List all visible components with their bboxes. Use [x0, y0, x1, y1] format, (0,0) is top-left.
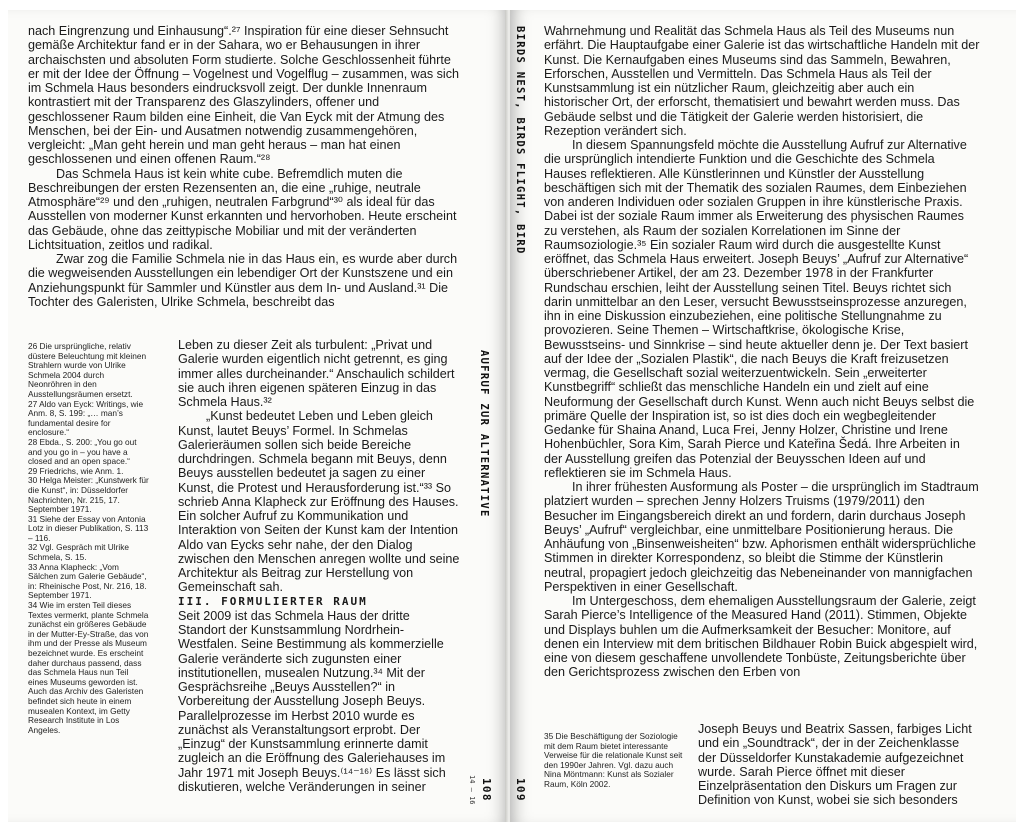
paragraph: Im Untergeschoss, dem ehemaligen Ausstellungsraum der Galerie, zeigt Sarah Pierce’s Intelligence of the Measured Hand (2011). Stimmen, Objekte und Displays buhlen um die Aufmerksamkeit der Besucher: Monitore, auf denen ein Interview mit dem britischen Bildhauer Robin Buick abgespielt wird, eine von diesem geschaffene unvollendete Tonbüste, Zeitungsberichte über den Gerichtsprozess zwischen den Erben von [544, 594, 978, 680]
footnote: 26 Die ursprüngliche, relativ düstere Beleuchtung mit kleinen Strahlern wurde von Ulrike Schmela 2004 durch Neonröhren in den Ausstellungsräumen ersetzt. [28, 341, 147, 399]
left-page-number: 108 [480, 778, 493, 802]
footnote: 33 Anna Klapheck: „Vom Sälchen zum Galerie Gebäude“, in: Rheinische Post, Nr. 216, 18. September 1971. [28, 561, 147, 601]
footnote: 28 Ebda., S. 200: „You go out and you go in – you have a closed and an open space.“ [28, 436, 137, 467]
paragraph: In diesem Spannungsfeld möchte die Ausstellung Aufruf zur Alternative die ursprünglich intendierte Funktion und die Geschichte des Schmela Hauses reflektieren. Alle Künstlerinnen und Künstler der Ausstellung beschäftigen sich mit der Thematik des sozialen Raumes, dem Einbeziehen von anderen Individuen oder sozialen Gruppen in ihre künstlerische Praxis. Dabei ist der soziale Raum immer als Erweiterung des physischen Raumes zu verstehen, als Raum der sozialen Korrelationen im Sinne der Raumsoziologie.³⁵ Ein sozialer Raum wird durch die ausgestellte Kunst eröffnet, das Schmela Haus erweitert. Joseph Beuys’ „Aufruf zur Alternative“ überschriebener Artikel, der am 23. Dezember 1978 in der Frankfurter Rundschau erschien, leiht der Ausstellung seinen Titel. Beuys richtet sich darin unmittelbar an den Leser, versucht Bewusstseinsprozesse anzuregen, ihn in eine Diskussion einzubeziehen, eine politische Stellungnahme zu provozieren. Seine Themen – Wirtschaftkrise, ökologische Krise, Bewusstseins- und Sinnkrise – sind heute aktueller denn je. Der Text basiert auf der Idee der „Sozialen Plastik“, die nach Beuys die Kraft freizusetzen vermag, die Gesellschaft sozial weiterzuentwickeln. Sein „erweiterter Kunstbegriff“ schließt das menschliche Handeln ein und zielt auf eine Neuformung der Gesellschaft durch Kunst. Wenn auch nicht Beuys selbst die primäre Quelle der Inspiration ist, so ist dies doch ein wegbegleitender Gedanke für Shaina Anand, Luca Frei, Jenny Holzer, Christine und Irene Hohenbüchler, Sora Kim, Sarah Pierce und Kateřina Šedá. Ihre Arbeiten in der Ausstellung greifen das Potenzial der Beuysschen Ideen auf und reflektieren sie im Schmela Haus. [544, 138, 975, 480]
footnote: 35 Die Beschäftigung der Soziologie mit dem Raum bietet interessante Verweise für die relationale Kunst seit den 1990er Jahren. Vgl. dazu auch Nina Möntmann: Kunst als Sozialer Raum, Köln 2002. [544, 731, 683, 789]
footnote: 30 Helga Meister: „Kunstwerk für die Kunst“, in: Düsseldorfer Nachrichten, Nr. 215, 17. September 1971. [28, 475, 149, 515]
left-page [8, 10, 508, 822]
right-footnote [544, 732, 686, 790]
footnote: 32 Vgl. Gespräch mit Ulrike Schmela, S. 15. [28, 542, 129, 563]
paragraph: Seit 2009 ist das Schmela Haus der dritte Standort der Kunstsammlung Nordrhein-Westfalen. Seine Bestimmung als kommerzielle Galerie veränderte sich zugunsten einer institutionellen, musealen Nutzung.³⁴ Mit der Gesprächsreihe „Beuys Ausstellen?“ in Vorbereitung der Ausstellung Joseph Beuys. Parallelprozesse im Herbst 2010 wurde es zunächst als Veranstaltungsort erprobt. Der „Einzug“ der Kunstsammlung erinnerte damit zugleich an die Eröffnung des Galeriehauses im Jahr 1971 mit Joseph Beuys.⁽¹⁴⁻¹⁶⁾ Es lässt sich diskutieren, welche Veränderungen in seiner [178, 608, 446, 794]
footnote: 29 Friedrichs, wie Anm. 1. [28, 465, 124, 476]
paragraph: Joseph Beuys und Beatrix Sassen, farbiges Licht und ein „Soundtrack“, der in der Zeichenklasse der Düsseldorfer Kunstakademie aufgezeichnet wurde. Sarah Pierce öffnet mit dieser Einzelpräsentation den Diskurs um Fragen zur Definition von Kunst, wobei sie sich besonders [698, 722, 972, 808]
right-column-text [698, 722, 980, 808]
left-running-head: AUFRUF ZUR ALTERNATIVE [478, 350, 490, 518]
paragraph: Leben zu dieser Zeit als turbulent: „Privat und Galerie wurden eigentlich nicht getrennt, es ging immer alles durcheinander.“ Anschaulich schildert sie auch ihren eigenen späteren Einzug in das Schmela Haus.³² [178, 338, 455, 409]
footnote: 27 Aldo van Eyck: Writings, wie Anm. 8, S. 199: „… man’s fundamental desire for enclosure.“ [28, 398, 144, 438]
paragraph: „Kunst bedeutet Leben und Leben gleich Kunst, lautet Beuys’ Formel. In Schmelas Galerieräumen sollen sich beide Bereiche durchdringen. Schmela begann mit Beuys, denn Beuys ausstellen bedeutet ja sagen zu einer Kunst, die Protest und Herausforderung ist.“³³ So schrieb Anna Klapheck zur Eröffnung des Hauses. Ein solcher Aufruf zu Kommunikation und Interaktion von Seiten der Kunst kam der Intention Aldo van Eycks sehr nahe, der den Dialog zwischen den Menschen anregen wollte und seine Architektur als Beitrag zur Herstellung von Gemeinschaft sah. [178, 409, 460, 595]
paragraph: Wahrnehmung und Realität das Schmela Haus als Teil des Museums nun erfährt. Die Hauptaufgabe einer Galerie ist das wirtschaftliche Handeln mit der Kunst. Die Kernaufgaben eines Museums sind das Sammeln, Bewahren, Erforschen, Ausstellen und Vermitteln. Das Schmela Haus als Teil der Kunstsammlung ist ein nützlicher Raum, gleichzeitig aber auch ein historischer Ort, der erforscht, thematisiert und bewahrt werden muss. Das Gebäude selbst und die Tätigkeit der Galerie werden historisiert, die Rezeption verändert sich. [544, 24, 980, 138]
left-footnotes [28, 342, 150, 735]
paragraph: Zwar zog die Familie Schmela nie in das Haus ein, es wurde aber durch die wegweisenden Ausstellungen ein lebendiger Ort der Kunstszene und ein Anziehungspunkt für Sammler und Künstler aus dem In- und Ausland.³¹ Die Tochter des Galeristen, Ulrike Schmela, beschreibt das [28, 252, 458, 309]
figure-reference: 14 ‒ 16 [468, 775, 476, 805]
paragraph: In ihrer frühesten Ausformung als Poster – die ursprünglich im Stadtraum platziert wurden – sprechen Jenny Holzers Truisms (1979/2011) den Besucher im Eingangsbereich direkt an und fordern, darin durchaus Joseph Beuys’ „Aufruf“ vergleichbar, eine unmittelbare Positionierung heraus. Die Anhäufung von „Binsenweisheiten“ bzw. Aphorismen enthält widersprüchliche Stimmen in direkter Korrespondenz, so bleibt die Stimme der Künstlerin neutral, propagiert jedoch gleichzeitig das Nebeneinander von mannigfachen Perspektiven in einer Gesellschaft. [544, 480, 979, 594]
paragraph: nach Eingrenzung und Einhausung“.²⁷ Inspiration für eine dieser Sehnsucht gemäße Architektur fand er in der Sahara, wo er Behausungen in ihrer archaischsten und absoluten Form studierte. Solche Geschlossenheit führte er mit der Idee der Öffnung – Vogelnest und Vogelflug – zusammen, was sich im Schmela Haus besonders eindrucksvoll zeigt. Der dunkle Innenraum kontrastiert mit der Transparenz des Glaszylinders, offener und geschlossener Raum bilden eine Einheit, die Van Eyck mit der Atmung des Menschen, bei der Ein- und Ausatmen notwendig zusammengehören, vergleicht: „Man geht herein und man geht heraus – man hat einen geschlossenen und einen offenen Raum.“²⁸ [28, 24, 460, 167]
footnote: 34 Wie im ersten Teil dieses Textes vermerkt, plante Schmela zunächst ein größeres Gebäude in der Mutter-Ey-Straße, das von ihm und der Presse als Museum bezeichnet wurde. Es erscheint daher durchaus passend, dass das Schmela Haus nun Teil eines Museums geworden ist. Auch das Archiv des Galeristen befindet sich heute in einem musealen Kontext, im Getty Research Institute in Los Angeles. [28, 600, 149, 735]
right-running-head: BIRDS NEST, BIRDS FLIGHT, BIRD [514, 26, 526, 255]
section-heading: III. FORMULIERTER RAUM [178, 594, 368, 608]
right-main-text [544, 24, 980, 680]
left-column-text [178, 338, 460, 794]
left-main-text [28, 24, 460, 309]
right-page [510, 10, 1016, 822]
right-page-number: 109 [514, 778, 527, 802]
footnote: 31 Siehe der Essay von Antonia Lotz in dieser Publikation, S. 113 – 116. [28, 513, 149, 543]
paragraph: Das Schmela Haus ist kein white cube. Befremdlich muten die Beschreibungen der ersten Rezensenten an, die eine „ruhige, neutrale Atmosphäre“²⁹ und den „ruhigen, neutralen Farbgrund“³⁰ als ideal für das Ausstellen von moderner Kunst erkannten und hervorhoben. Heute erscheint das Gebäude, ohne das zeittypische Mobiliar und mit der veränderten Lichtsituation, zeitlos und radikal. [28, 166, 457, 252]
